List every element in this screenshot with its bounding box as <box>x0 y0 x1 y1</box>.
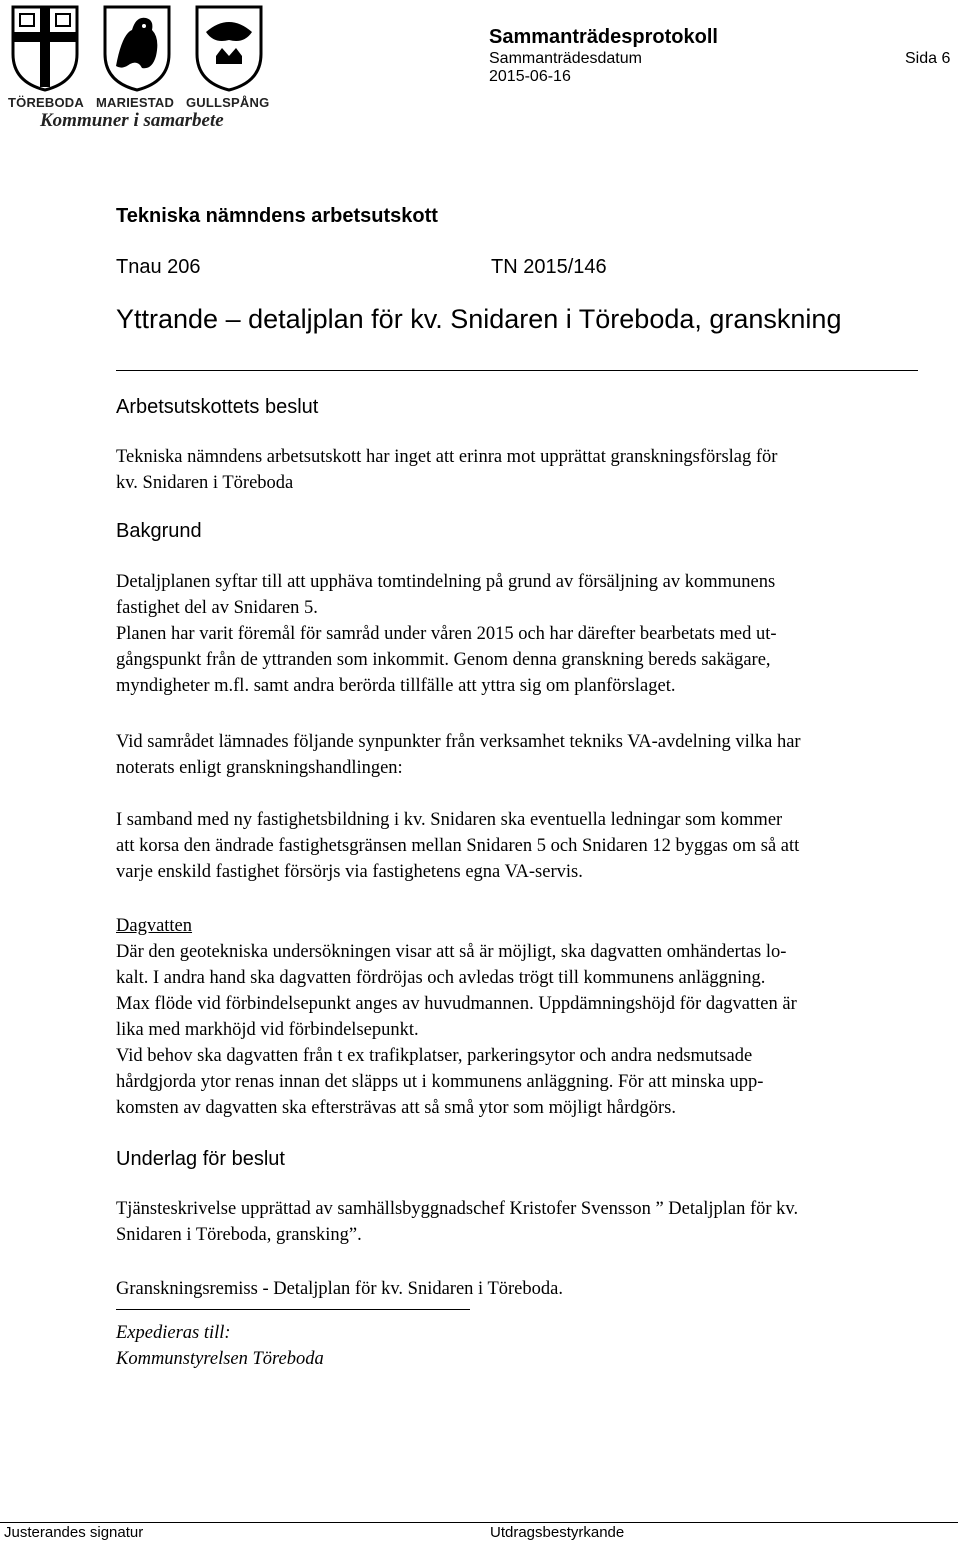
mariestad-label: MARIESTAD <box>96 95 175 110</box>
text-line: Där den geotekniska undersökningen visar att så är möjligt, ska dagvatten omhändertas lo- <box>116 942 787 962</box>
text-line: Detaljplanen syftar till att upphäva tomtindelning på grund av försäljning av kommunens <box>116 572 776 592</box>
decision-line: Tekniska nämndens arbetsutskott har inget att erinra mot upprättat granskningsförslag för <box>116 447 778 467</box>
municipal-logos <box>8 4 270 132</box>
background-paragraph-3 <box>116 807 956 885</box>
background-heading: Bakgrund <box>116 520 202 542</box>
text-line: Vid behov ska dagvatten från t ex trafikplatser, parkeringsytor och andra nedsmutsade <box>116 1046 753 1066</box>
decision-text <box>116 444 956 496</box>
footer-divider <box>0 1522 958 1523</box>
text-line: Snidaren i Töreboda, gransking”. <box>116 1225 362 1245</box>
case-reference: TN 2015/146 <box>491 256 607 278</box>
document-title: Sammanträdesprotokoll <box>489 26 718 48</box>
dispatch-recipient: Kommunstyrelsen Töreboda <box>116 1349 324 1369</box>
dispatch-label: Expedieras till: <box>116 1323 231 1343</box>
logo-tagline: Kommuner i samarbete <box>40 110 224 131</box>
basis-item-2 <box>116 1276 956 1302</box>
mariestad-crest-icon <box>102 4 172 92</box>
basis-item-1 <box>116 1196 956 1248</box>
dispatch-block <box>116 1320 956 1372</box>
toreboda-label: TÖREBODA <box>8 95 84 110</box>
gullspang-label: GULLSPÅNG <box>186 95 270 110</box>
text-line: komsten av dagvatten ska eftersträvas att så små ytor som möjligt hårdgörs. <box>116 1098 677 1118</box>
text-line: varje enskild fastighet försörjs via fastighetens egna VA-servis. <box>116 862 583 882</box>
decision-heading: Arbetsutskottets beslut <box>116 396 319 418</box>
stormwater-section <box>116 913 956 1121</box>
text-line: att korsa den ändrade fastighetsgränsen mellan Snidaren 5 och Snidaren 12 byggas om så att <box>116 836 800 856</box>
page-number: Sida 6 <box>905 50 951 67</box>
text-line: I samband med ny fastighetsbildning i kv. Snidaren ska eventuella ledningar som kommer <box>116 810 783 830</box>
text-line: noterats enligt granskningshandlingen: <box>116 758 403 778</box>
case-number: Tnau 206 <box>116 256 201 278</box>
decision-line: kv. Snidaren i Töreboda <box>116 473 294 493</box>
meeting-date-label: Sammanträdesdatum <box>489 50 642 67</box>
text-line: kalt. I andra hand ska dagvatten fördröjas och avledas trögt till kommunens anläggning. <box>116 968 766 988</box>
dispatch-divider <box>116 1309 470 1310</box>
text-line: Tjänsteskrivelse upprättad av samhällsbyggnadschef Kristofer Svensson ” Detaljplan för kv. <box>116 1199 799 1219</box>
toreboda-crest-icon <box>10 4 80 92</box>
background-paragraph-1 <box>116 569 956 699</box>
meeting-date: 2015-06-16 <box>489 68 571 85</box>
text-line: Vid samrådet lämnades följande synpunkter från verksamhet tekniks VA-avdelning vilka har <box>116 732 801 752</box>
basis-heading: Underlag för beslut <box>116 1148 285 1170</box>
certified-extract-label: Utdragsbestyrkande <box>490 1524 625 1541</box>
text-line: lika med markhöjd vid förbindelsepunkt. <box>116 1020 419 1040</box>
item-title: Yttrande – detaljplan för kv. Snidaren i Töreboda, granskning <box>116 304 842 334</box>
committee-heading: Tekniska nämndens arbetsutskott <box>116 205 438 227</box>
text-line: gångspunkt från de yttranden som inkommit. Genom denna granskning bereds sakägare, <box>116 650 771 670</box>
stormwater-heading: Dagvatten <box>116 916 193 936</box>
text-line: hårdgjorda ytor renas innan det släpps ut i kommunens anläggning. För att minska upp- <box>116 1072 764 1092</box>
text-line: Max flöde vid förbindelsepunkt anges av huvudmannen. Uppdämningshöjd för dagvatten är <box>116 994 797 1014</box>
title-divider <box>116 370 918 371</box>
text-line: fastighet del av Snidaren 5. <box>116 598 318 618</box>
text-line: Planen har varit föremål för samråd under våren 2015 och har därefter bearbetats med ut- <box>116 624 777 644</box>
signature-label: Justerandes signatur <box>4 1524 144 1541</box>
text-line: myndigheter m.fl. samt andra berörda tillfälle att yttra sig om planförslaget. <box>116 676 676 696</box>
text-line: Granskningsremiss - Detaljplan för kv. Snidaren i Töreboda. <box>116 1279 563 1299</box>
background-paragraph-2 <box>116 729 956 781</box>
gullspang-crest-icon <box>194 4 264 92</box>
